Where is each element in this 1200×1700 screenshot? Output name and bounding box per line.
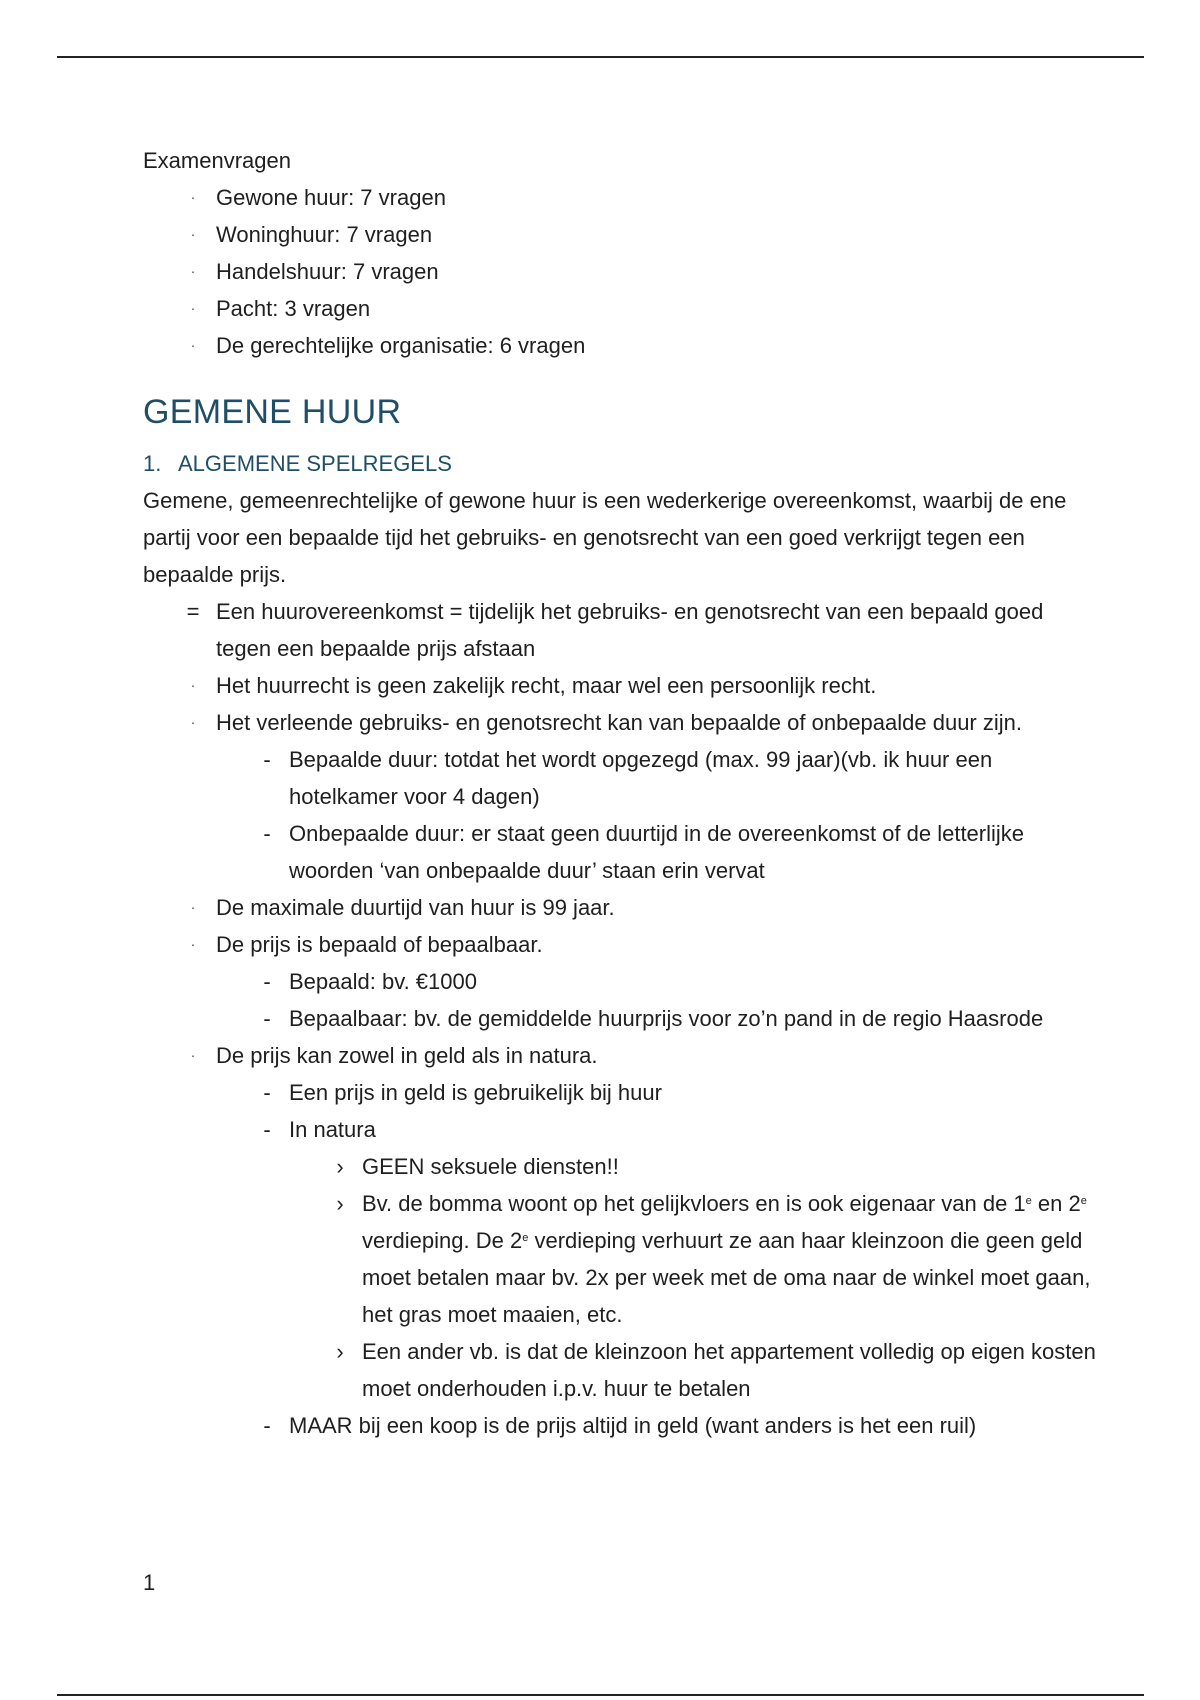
dash-icon: - <box>263 1080 271 1105</box>
list-item: · Het huurrecht is geen zakelijk recht, maar wel een persoonlijk recht. <box>143 667 1103 704</box>
list-item: - Bepaalbaar: bv. de gemiddelde huurprijs voor zo’n pand in de regio Haasrode <box>216 1000 1103 1037</box>
list-item: · De maximale duurtijd van huur is 99 jaar. <box>143 889 1103 926</box>
list-item: - Bepaalde duur: totdat het wordt opgezegd (max. 99 jaar)(vb. ik huur een hotelkamer voor 4 dagen) <box>216 741 1103 815</box>
sub-list <box>216 741 1103 889</box>
chevron-right-icon: › <box>336 1191 344 1216</box>
section-title: ALGEMENE SPELREGELS <box>178 451 452 476</box>
bullet-icon: · <box>190 337 196 353</box>
bullet-icon: · <box>190 189 196 205</box>
list-item: · Woninghuur: 7 vragen <box>143 216 1103 253</box>
list-item: = Een huurovereenkomst = tijdelijk het gebruiks- en genotsrecht van een bepaald goed tegen een bepaalde prijs afstaan <box>143 593 1103 667</box>
exam-title: Examenvragen <box>143 148 291 173</box>
list-item: › GEEN seksuele diensten!! <box>289 1148 1103 1185</box>
dash-icon: - <box>263 1413 271 1438</box>
exam-list <box>143 179 1103 364</box>
bullet-icon: · <box>190 263 196 279</box>
list-item: · Pacht: 3 vragen <box>143 290 1103 327</box>
list-item: · De prijs kan zowel in geld als in natura. - Een prijs in geld is gebruikelijk bij huur - In natura › GEEN seksuele diensten!! › Bv. de bomma woont op het gelijkvloers en is ook eigenaar van de 1e en 2e verdieping. De 2e verdieping verhuurt ze aan haar kleinzoon die geen geld moet betalen maar bv. 2x per week met de oma naar de winkel moet gaan, het gras moet maaien, etc. › Een ander vb. is dat de kleinzoon het appartement volledig op eigen kosten moet onderhouden i.p.v. huur te betalen - MAAR bij een koop is de prijs altijd in geld (want anders is het een ruil) <box>143 1037 1103 1444</box>
list-item: › Bv. de bomma woont op het gelijkvloers en is ook eigenaar van de 1e en 2e verdieping. De 2e verdieping verhuurt ze aan haar kleinzoon die geen geld moet betalen maar bv. 2x per week met de oma naar de winkel moet gaan, het gras moet maaien, etc. <box>289 1185 1103 1333</box>
sub-sub-list <box>289 1148 1103 1407</box>
chevron-right-icon: › <box>336 1339 344 1364</box>
list-item: · De gerechtelijke organisatie: 6 vragen <box>143 327 1103 364</box>
list-item: › Een ander vb. is dat de kleinzoon het appartement volledig op eigen kosten moet onderhouden i.p.v. huur te betalen <box>289 1333 1103 1407</box>
section-heading <box>143 446 1103 482</box>
bullet-icon: · <box>190 1047 196 1063</box>
sub-list <box>216 1074 1103 1444</box>
bullet-icon: · <box>190 714 196 730</box>
dash-icon: - <box>263 969 271 994</box>
equals-icon: = <box>186 599 200 624</box>
page-number: 1 <box>143 1570 156 1595</box>
bullet-icon: · <box>190 677 196 693</box>
dash-icon: - <box>263 1117 271 1142</box>
header-rule <box>57 56 1144 58</box>
definition-paragraph: Gemene, gemeenrechtelijke of gewone huur is een wederkerige overeenkomst, waarbij de ene partij voor een bepaalde tijd het gebruiks- en genotsrecht van een goed verkrijgt tegen een bepaalde prijs. <box>143 488 1067 587</box>
list-item: · Gewone huur: 7 vragen <box>143 179 1103 216</box>
list-item: - Bepaald: bv. €1000 <box>216 963 1103 1000</box>
list-item: - MAAR bij een koop is de prijs altijd in geld (want anders is het een ruil) <box>216 1407 1103 1444</box>
page-content <box>143 142 1103 1444</box>
list-item: · Het verleende gebruiks- en genotsrecht kan van bepaalde of onbepaalde duur zijn. - Bepaalde duur: totdat het wordt opgezegd (max. 99 jaar)(vb. ik huur een hotelkamer voor 4 dagen) - Onbepaalde duur: er staat geen duurtijd in de overeenkomst of de letterlijke woorden ‘van onbepaalde duur’ staan erin vervat <box>143 704 1103 889</box>
list-item: - Een prijs in geld is gebruikelijk bij huur <box>216 1074 1103 1111</box>
bullet-icon: · <box>190 300 196 316</box>
bullet-icon: · <box>190 936 196 952</box>
list-item: · De prijs is bepaald of bepaalbaar. - Bepaald: bv. €1000 - Bepaalbaar: bv. de gemiddelde huurprijs voor zo’n pand in de regio Haasrode <box>143 926 1103 1037</box>
list-item: - In natura › GEEN seksuele diensten!! › Bv. de bomma woont op het gelijkvloers en is ook eigenaar van de 1e en 2e verdieping. De 2e verdieping verhuurt ze aan haar kleinzoon die geen geld moet betalen maar bv. 2x per week met de oma naar de winkel moet gaan, het gras moet maaien, etc. › Een ander vb. is dat de kleinzoon het appartement volledig op eigen kosten moet onderhouden i.p.v. huur te betalen <box>216 1111 1103 1407</box>
dash-icon: - <box>263 821 271 846</box>
list-item: · Handelshuur: 7 vragen <box>143 253 1103 290</box>
sub-list <box>216 963 1103 1037</box>
bullet-icon: · <box>190 226 196 242</box>
list-item: - Onbepaalde duur: er staat geen duurtijd in de overeenkomst of de letterlijke woorden ‘van onbepaalde duur’ staan erin vervat <box>216 815 1103 889</box>
bullet-icon: · <box>190 899 196 915</box>
section-number: 1. <box>143 451 162 476</box>
rules-list <box>143 593 1103 1444</box>
dash-icon: - <box>263 747 271 772</box>
heading-gemene-huur: GEMENE HUUR <box>143 393 402 431</box>
dash-icon: - <box>263 1006 271 1031</box>
chevron-right-icon: › <box>336 1154 344 1179</box>
footer-rule <box>57 1694 1144 1696</box>
